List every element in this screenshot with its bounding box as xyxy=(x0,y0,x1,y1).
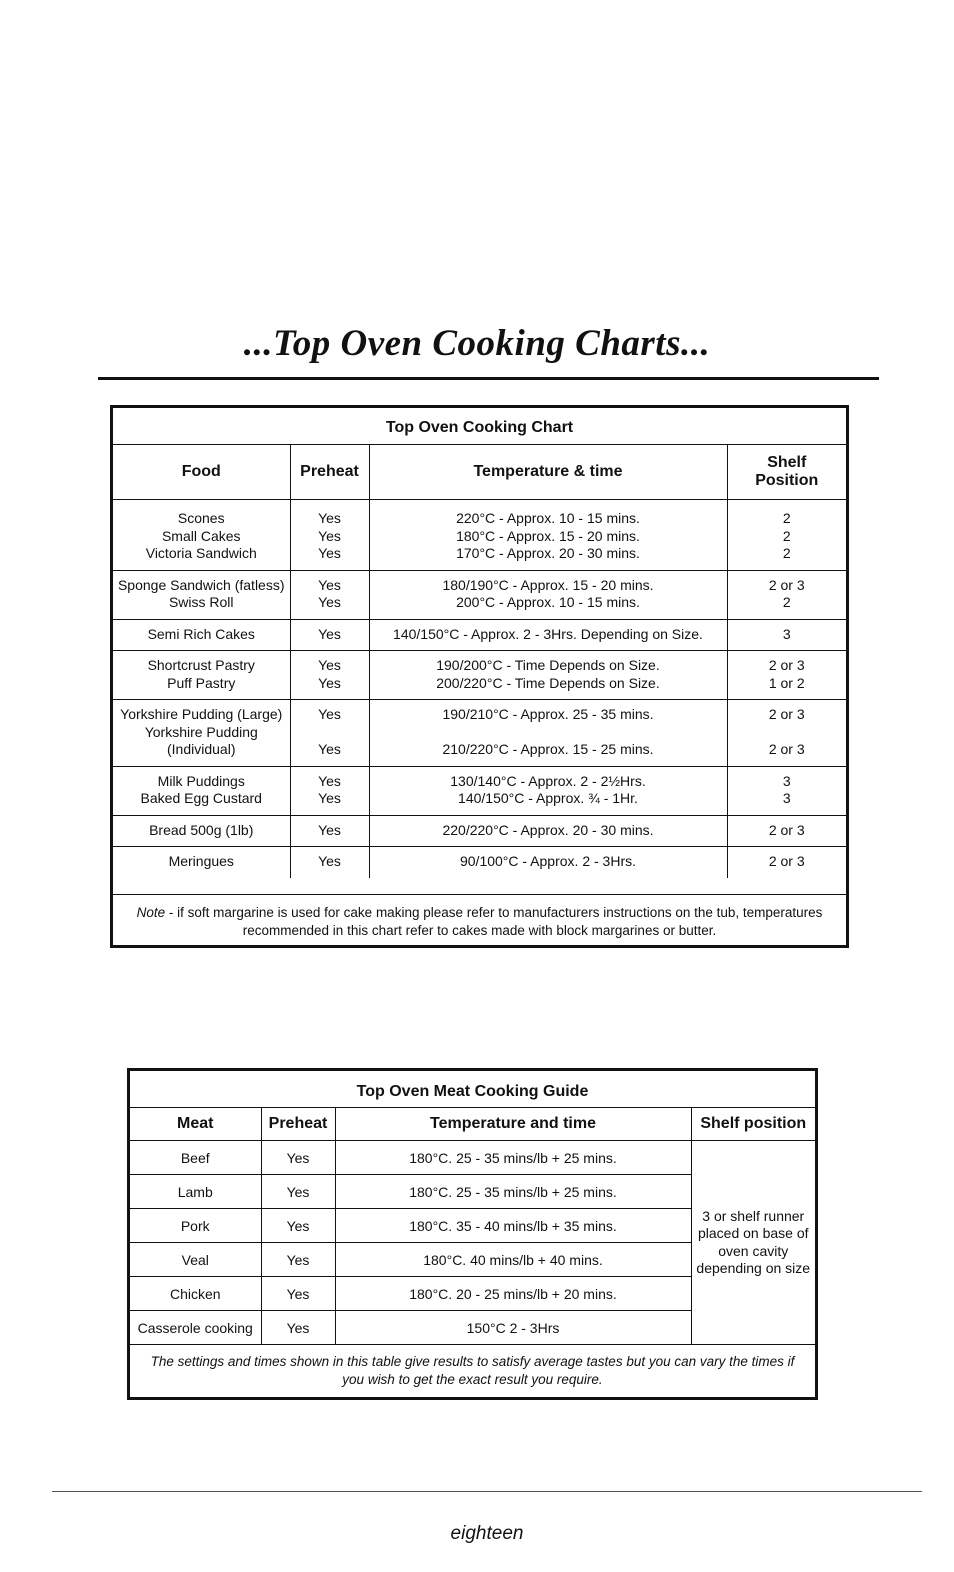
cell-preheat xyxy=(290,500,369,571)
header-shelf-position: Shelf position xyxy=(691,1108,815,1141)
cell-temp xyxy=(369,766,727,815)
preheat-line: Yes xyxy=(318,853,341,869)
top-oven-cooking-chart xyxy=(110,405,849,948)
meat-guide-header-row xyxy=(130,1108,815,1141)
cell-meat: Chicken xyxy=(130,1277,261,1311)
table-row xyxy=(113,847,846,878)
table-row xyxy=(113,766,846,815)
shelf-line: 3 xyxy=(782,625,791,642)
cell-temp: 180°C. 35 - 40 mins/lb + 35 mins. xyxy=(335,1209,691,1243)
shelf-line: 2 xyxy=(782,527,791,544)
preheat-line: Yes xyxy=(318,706,341,722)
cell-shelf xyxy=(727,815,846,847)
cell-preheat xyxy=(290,766,369,815)
shelf-note-line: 3 or shelf runner xyxy=(702,1207,805,1224)
header-shelf-line-2: Position xyxy=(755,472,819,489)
food-line: Semi Rich Cakes xyxy=(147,625,255,642)
cell-temp: 180°C. 25 - 35 mins/lb + 25 mins. xyxy=(335,1175,691,1209)
meat-guide-caption: Top Oven Meat Cooking Guide xyxy=(130,1071,815,1108)
header-meat: Meat xyxy=(130,1108,261,1141)
preheat-line: Yes xyxy=(318,772,341,789)
cell-preheat: Yes xyxy=(261,1141,335,1175)
cell-preheat: Yes xyxy=(261,1209,335,1243)
shelf-note-line: oven cavity xyxy=(718,1242,789,1259)
cooking-chart-body xyxy=(113,500,846,878)
cell-preheat xyxy=(290,815,369,847)
temp-line: 170°C - Approx. 20 - 30 mins. xyxy=(456,545,640,561)
food-line: Sponge Sandwich (fatless) xyxy=(117,576,285,593)
food-line: Yorkshire Pudding (Large) xyxy=(120,706,283,722)
cell-preheat: Yes xyxy=(261,1311,335,1345)
cell-food xyxy=(113,570,290,619)
temp-line: 220/220°C - Approx. 20 - 30 mins. xyxy=(442,821,654,838)
cell-shelf xyxy=(727,700,846,767)
page-title: ...Top Oven Cooking Charts... xyxy=(243,323,711,364)
shelf-line: 2 xyxy=(782,510,791,526)
cell-meat: Pork xyxy=(130,1209,261,1243)
note-lead: Note xyxy=(136,905,166,920)
table-row xyxy=(113,700,846,767)
meat-guide-note: The settings and times shown in this table give results to satisfy average tastes but you can vary the times if you wish to get the exact result you require. xyxy=(150,1354,795,1387)
preheat-line: Yes xyxy=(318,594,341,610)
table-row xyxy=(113,651,846,700)
cooking-chart-note xyxy=(113,894,846,939)
chart-caption: Top Oven Cooking Chart xyxy=(113,408,846,445)
header-food: Food xyxy=(113,445,290,500)
cell-preheat xyxy=(290,570,369,619)
cell-temp: 180°C. 40 mins/lb + 40 mins. xyxy=(335,1243,691,1277)
cell-meat: Veal xyxy=(130,1243,261,1277)
cell-meat: Beef xyxy=(130,1141,261,1175)
preheat-line: Yes xyxy=(318,527,341,544)
table-row xyxy=(130,1141,815,1175)
cell-preheat xyxy=(290,700,369,767)
cell-food xyxy=(113,766,290,815)
temp-line: 200°C - Approx. 10 - 15 mins. xyxy=(456,594,640,610)
cell-preheat: Yes xyxy=(261,1243,335,1277)
cell-food xyxy=(113,651,290,700)
cell-shelf xyxy=(727,570,846,619)
note-body: - if soft margarine is used for cake making please refer to manufacturers instructions on the tub, temperatures recommended in this chart refer to cakes made with block margarines or butter. xyxy=(165,905,823,938)
temp-line: 140/150°C - Approx. ¾ - 1Hr. xyxy=(458,790,638,806)
cell-temp xyxy=(369,700,727,767)
cell-preheat: Yes xyxy=(261,1175,335,1209)
cell-shelf xyxy=(727,847,846,878)
food-line: Bread 500g (1lb) xyxy=(149,821,254,838)
food-line: Victoria Sandwich xyxy=(145,545,257,561)
preheat-line: Yes xyxy=(318,576,341,593)
cooking-chart-header-row xyxy=(113,445,846,500)
shelf-line: 2 or 3 xyxy=(768,853,805,869)
cell-temp xyxy=(369,570,727,619)
meat-guide-table xyxy=(130,1108,815,1345)
shelf-line: 2 or 3 xyxy=(768,576,805,593)
temp-line: 140/150°C - Approx. 2 - 3Hrs. Depending on Size. xyxy=(393,625,703,642)
header-temperature-time: Temperature & time xyxy=(369,445,727,500)
food-line: Shortcrust Pastry xyxy=(147,657,255,673)
cell-food xyxy=(113,847,290,878)
food-line: Baked Egg Custard xyxy=(140,790,262,806)
shelf-note-line: depending on size xyxy=(696,1260,811,1276)
header-preheat: Preheat xyxy=(290,445,369,500)
shelf-line: 3 xyxy=(782,790,791,806)
page-number: eighteen xyxy=(450,1523,524,1544)
cell-shelf-position xyxy=(691,1141,815,1345)
temp-line: 180°C - Approx. 15 - 20 mins. xyxy=(456,527,640,544)
food-line: Milk Puddings xyxy=(157,772,245,789)
preheat-line: Yes xyxy=(318,790,341,806)
table-row xyxy=(113,815,846,847)
title-rule xyxy=(98,377,879,380)
preheat-line: Yes xyxy=(318,821,341,838)
table-row xyxy=(113,500,846,571)
temp-line: 180/190°C - Approx. 15 - 20 mins. xyxy=(442,576,654,593)
preheat-line: Yes xyxy=(318,741,341,757)
temp-line: 200/220°C - Time Depends on Size. xyxy=(436,674,660,691)
cell-preheat xyxy=(290,651,369,700)
shelf-line: 2 or 3 xyxy=(768,706,805,722)
food-line: Small Cakes xyxy=(161,527,241,544)
shelf-line xyxy=(728,724,847,742)
cell-food xyxy=(113,619,290,651)
temp-line xyxy=(370,724,727,742)
temp-line: 210/220°C - Approx. 15 - 25 mins. xyxy=(442,741,654,757)
food-line: Swiss Roll xyxy=(168,594,234,610)
cell-food xyxy=(113,815,290,847)
header-preheat: Preheat xyxy=(261,1108,335,1141)
shelf-line: 2 or 3 xyxy=(768,821,805,838)
cell-meat: Casserole cooking xyxy=(130,1311,261,1345)
header-shelf-position xyxy=(727,445,846,500)
table-row xyxy=(113,619,846,651)
shelf-line: 2 or 3 xyxy=(768,657,805,673)
cell-shelf xyxy=(727,619,846,651)
temp-line: 130/140°C - Approx. 2 - 2½Hrs. xyxy=(450,772,646,789)
temp-line: 190/210°C - Approx. 25 - 35 mins. xyxy=(442,706,654,722)
cell-temp xyxy=(369,847,727,878)
cell-temp xyxy=(369,815,727,847)
cell-meat: Lamb xyxy=(130,1175,261,1209)
preheat-line: Yes xyxy=(318,545,341,561)
cell-preheat: Yes xyxy=(261,1277,335,1311)
cell-temp xyxy=(369,651,727,700)
cell-temp: 180°C. 20 - 25 mins/lb + 20 mins. xyxy=(335,1277,691,1311)
temp-line: 190/200°C - Time Depends on Size. xyxy=(436,657,660,673)
cooking-chart-table xyxy=(113,445,846,878)
preheat-line: Yes xyxy=(318,657,341,673)
shelf-line: 1 or 2 xyxy=(768,674,805,691)
cell-food xyxy=(113,700,290,767)
cell-temp: 180°C. 25 - 35 mins/lb + 25 mins. xyxy=(335,1141,691,1175)
cell-shelf xyxy=(727,500,846,571)
cell-temp xyxy=(369,500,727,571)
preheat-line: Yes xyxy=(318,625,341,642)
cell-shelf xyxy=(727,651,846,700)
temp-line: 220°C - Approx. 10 - 15 mins. xyxy=(456,510,640,526)
cell-food xyxy=(113,500,290,571)
food-line: Scones xyxy=(177,510,225,526)
preheat-line: Yes xyxy=(318,674,341,691)
food-line: Yorkshire Pudding xyxy=(144,723,258,740)
shelf-line: 2 xyxy=(782,545,791,561)
header-temperature-time: Temperature and time xyxy=(335,1108,691,1141)
cell-preheat xyxy=(290,619,369,651)
food-line: Meringues xyxy=(168,853,234,869)
cell-shelf xyxy=(727,766,846,815)
top-oven-meat-cooking-guide xyxy=(127,1068,818,1400)
preheat-line: Yes xyxy=(318,510,341,526)
meat-guide-body xyxy=(130,1141,815,1345)
cell-temp: 150°C 2 - 3Hrs xyxy=(335,1311,691,1345)
shelf-line: 2 xyxy=(782,594,791,610)
shelf-line: 3 xyxy=(782,772,791,789)
preheat-line xyxy=(291,724,369,742)
food-line: Puff Pastry xyxy=(167,674,236,691)
shelf-note-line: placed on base of xyxy=(697,1225,809,1241)
temp-line: 90/100°C - Approx. 2 - 3Hrs. xyxy=(459,853,636,869)
table-row xyxy=(113,570,846,619)
cell-preheat xyxy=(290,847,369,878)
footer-rule xyxy=(52,1491,922,1492)
header-shelf-line-1: Shelf xyxy=(767,454,807,471)
food-line: (Individual) xyxy=(167,741,236,757)
shelf-line: 2 or 3 xyxy=(768,741,805,757)
cell-temp xyxy=(369,619,727,651)
